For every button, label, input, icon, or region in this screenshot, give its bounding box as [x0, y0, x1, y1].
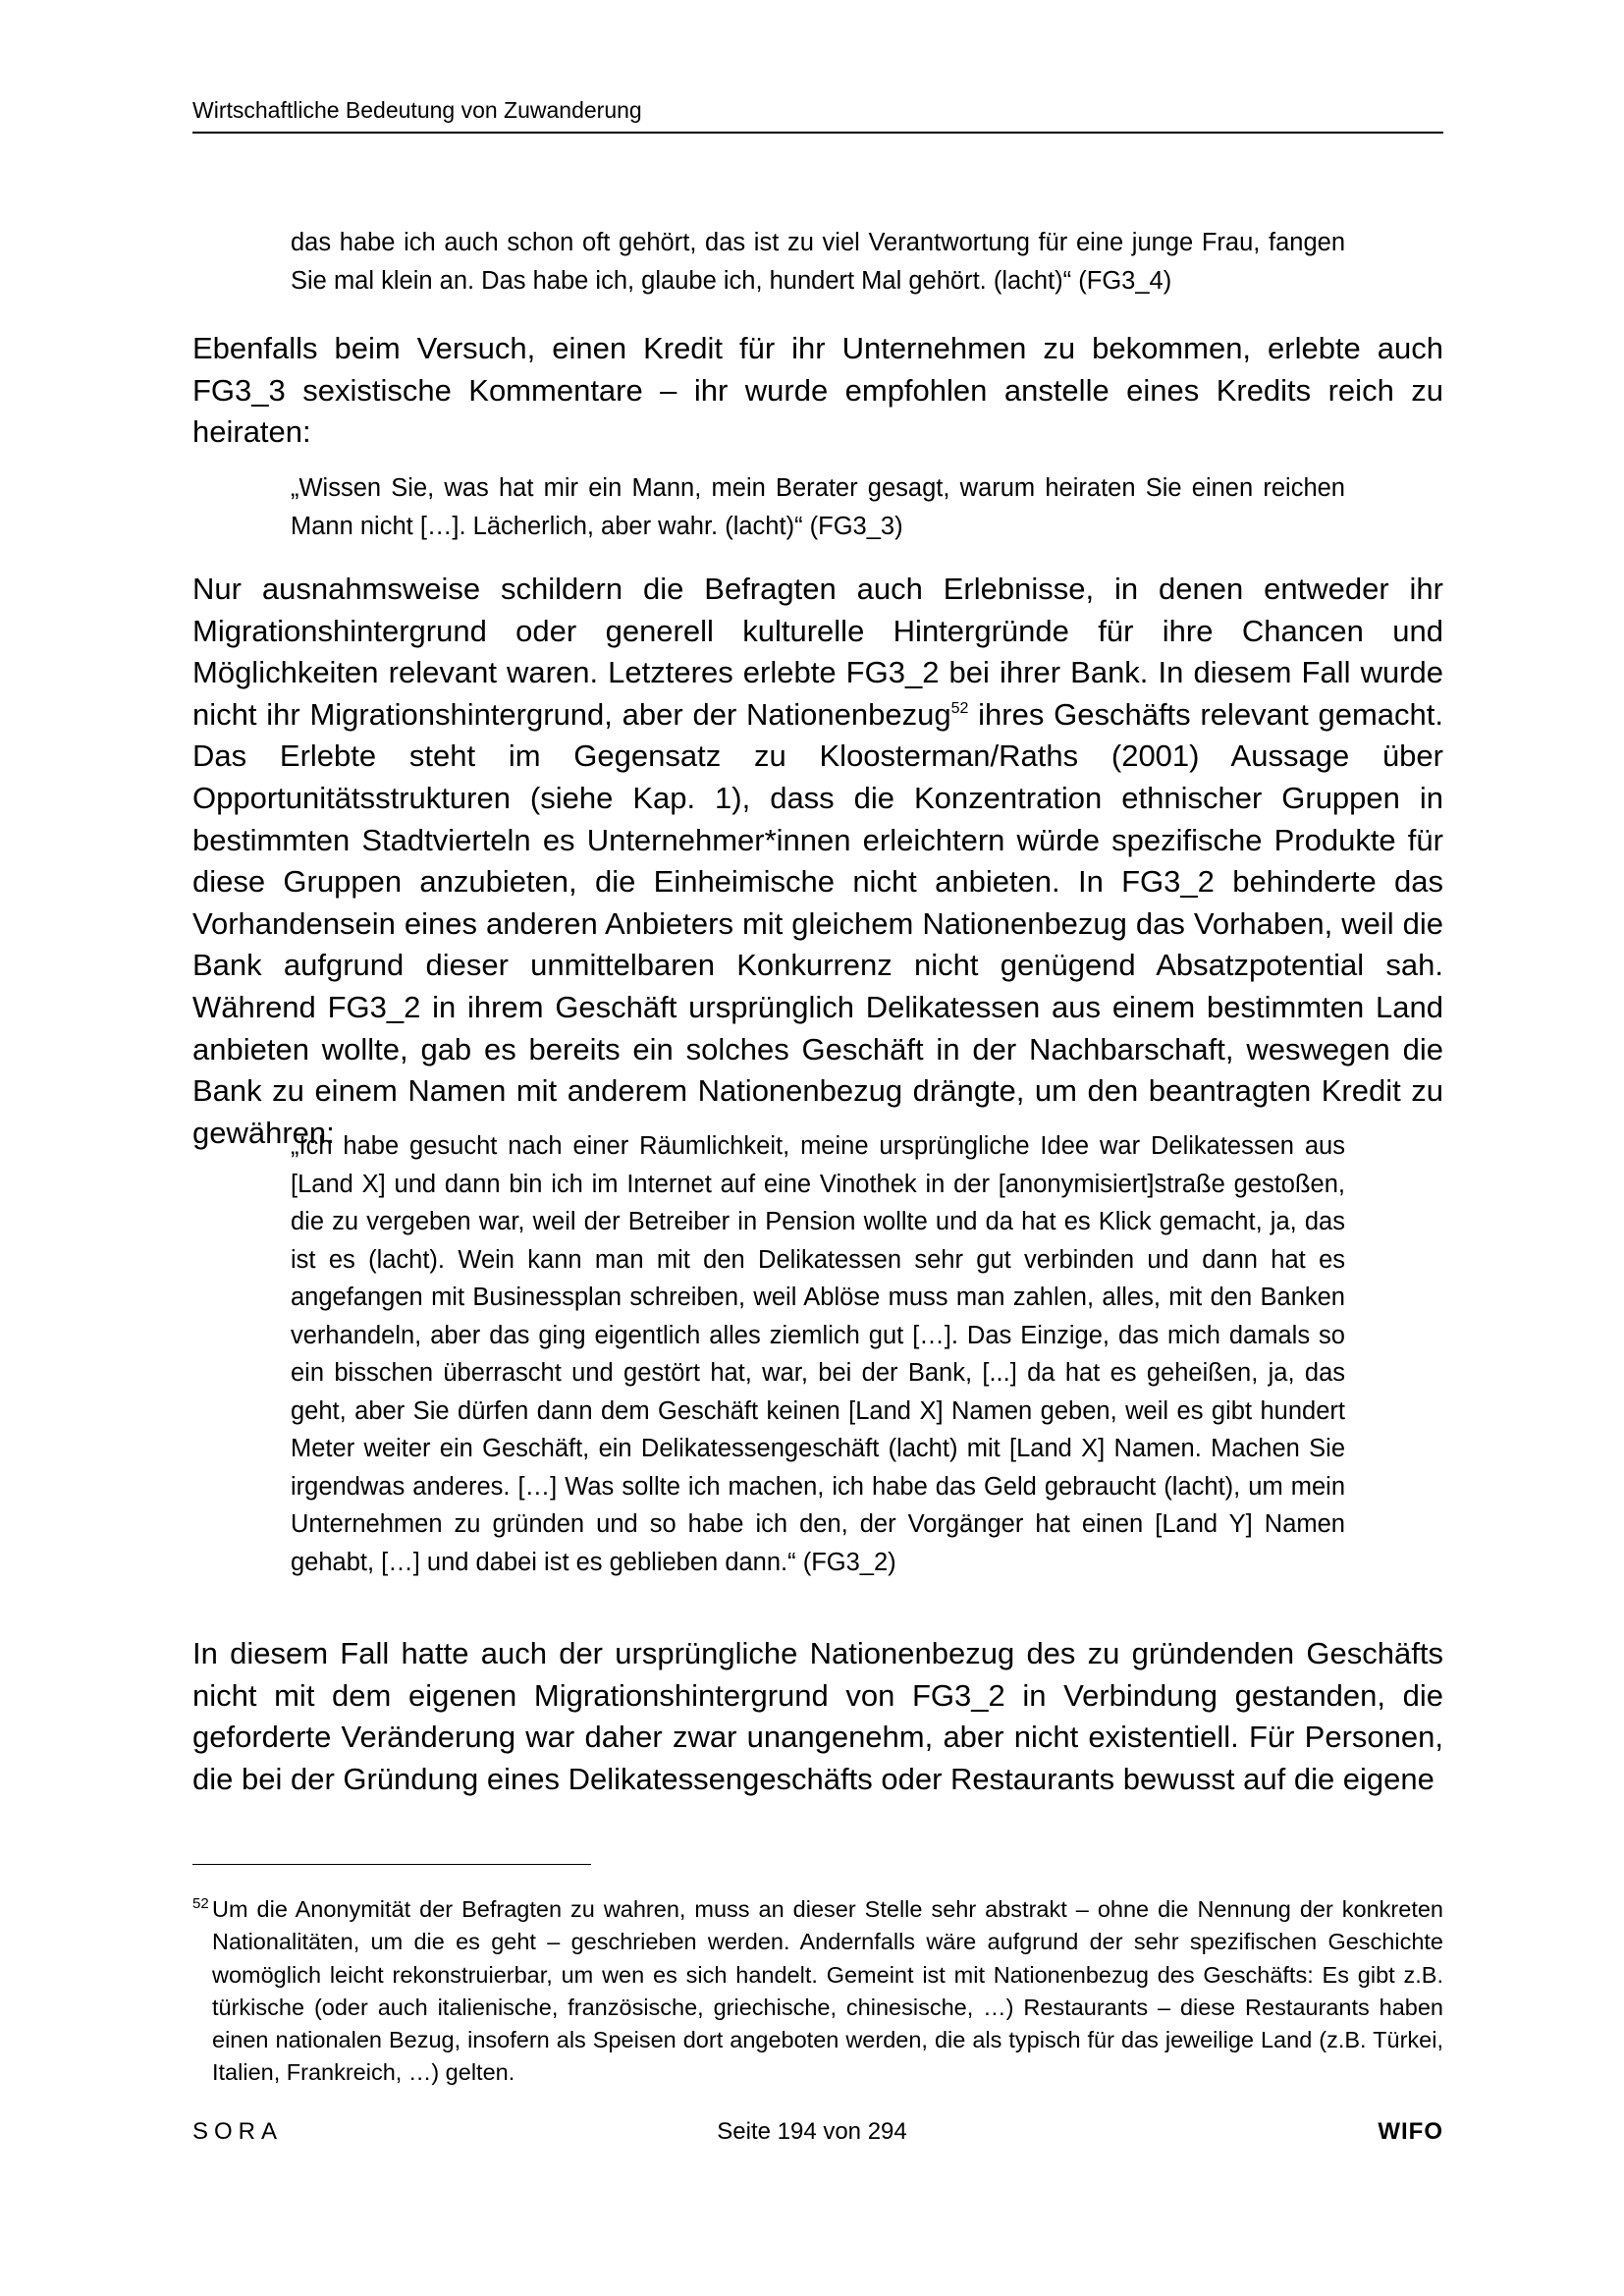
page-number: Seite 194 von 294 [717, 2118, 907, 2145]
block-quote-fg3-3: „Wissen Sie, was hat mir ein Mann, mein Berater gesagt, warum heiraten Sie einen reichen Mann nicht […]. Lächerlich, aber wahr. (lacht)“ (FG3_3) [291, 474, 1345, 540]
paragraph-2-text-b: ihres Geschäfts relevant gemacht. Das Erlebte steht im Gegensatz zu Kloosterman/Raths (2001) Aussage über Opportunitätsstrukturen (siehe Kap. 1), dass die Konzentration ethnischer Gruppen in bestimmten Stadtvierteln es Unternehmer*innen erleichtern würde spezifische Produkte für diese Gruppen anzubieten, die Einheimische nicht anbieten. In FG3_2 behinderte das Vorhandensein eines anderen Anbieters mit gleichem Nationenbezug das Vorhaben, weil die Bank aufgrund dieser unmittelbaren Konkurrenz nicht genügend Absatzpotential sah. Während FG3_2 in ihrem Geschäft ursprünglich Delikatessen aus einem bestimmten Land anbieten wollte, gab es bereits ein solches Geschäft in der Nachbarschaft, weswegen die Bank zu einem Namen mit anderem Nationenbezug drängte, um den beantragten Kredit zu gewähren: [192, 696, 1443, 1150]
footer-wifo-logo: WIFO [1378, 2118, 1443, 2145]
running-header [192, 96, 1443, 134]
footer-sora-logo: SORA [192, 2118, 284, 2145]
footnote-text: Um die Anonymität der Befragten zu wahren, muss an dieser Stelle sehr abstrakt – ohne die Nennung der konkreten Nationalitäten, um die es geht – geschrieben werden. Andernfalls wäre aufgrund der sehr spezifischen Geschichte womöglich leicht rekonstruierbar, um wen es sich handelt. Gemeint ist mit Nationenbezug des Geschäfts: Es gibt z.B. türkische (oder auch italienische, französische, griechische, chinesische, …) Restaurants – diese Restaurants haben einen nationalen Bezug, insofern als Speisen dort angeboten werden, die als typisch für das jeweilige Land (z.B. Türkei, Italien, Frankreich, …) gelten. [212, 1896, 1443, 2086]
block-quote-fg3-4: das habe ich auch schon oft gehört, das ist zu viel Verantwortung für eine junge Frau, fangen Sie mal klein an. Das habe ich, glaube ich, hundert Mal gehört. (lacht)“ (FG3_4) [291, 229, 1345, 295]
footnote-number: 52 [192, 1895, 209, 1912]
body-paragraph-1: Ebenfalls beim Versuch, einen Kredit für ihr Unternehmen zu bekommen, erlebte auch FG3_3 sexistische Kommentare – ihr wurde empfohlen anstelle eines Kredits reich zu heiraten: [192, 331, 1443, 450]
footnote-52 [192, 1893, 1443, 2090]
body-paragraph-2 [192, 569, 1443, 1154]
running-title: Wirtschaftliche Bedeutung von Zuwanderung [192, 97, 642, 123]
footnote-separator [192, 1864, 591, 1865]
body-paragraph-3: In diesem Fall hatte auch der ursprüngliche Nationenbezug des zu gründenden Geschäfts nicht mit dem eigenen Migrationshintergrund von FG3_2 in Verbindung gestanden, die geforderte Veränderung war daher zwar unangenehm, aber nicht existentiell. Für Personen, die bei der Gründung eines Delikatessengeschäfts oder Restaurants bewusst auf die eigene [192, 1636, 1443, 1796]
paragraph-2-text-a: Nur ausnahmsweise schildern die Befragten auch Erlebnisse, in denen entweder ihr Migrationshintergrund oder generell kulturelle Hintergründe für ihre Chancen und Möglichkeiten relevant waren. Letzteres erlebte FG3_2 bei ihrer Bank. In diesem Fall wurde nicht ihr Migrationshintergrund, aber der Nationenbezug [192, 572, 1443, 732]
block-quote-fg3-2: „Ich habe gesucht nach einer Räumlichkeit, meine ursprüngliche Idee war Delikatessen aus [Land X] und dann bin ich im Internet auf eine Vinothek in der [anonymisiert]straße gestoßen, die zu vergeben war, weil der Betreiber in Pension wollte und da hat es Klick gemacht, ja, das ist es (lacht). Wein kann man mit den Delikatessen sehr gut verbinden und dann hat es angefangen mit Businessplan schreiben, weil Ablöse muss man zahlen, alles, mit den Banken verhandeln, aber das ging eigentlich alles ziemlich gut […]. Das Einzige, das mich damals so ein bisschen überrascht und gestört hat, war, bei der Bank, [...] da hat es geheißen, ja, das geht, aber Sie dürfen dann dem Geschäft keinen [Land X] Namen geben, weil es gibt hundert Meter weiter ein Geschäft, ein Delikatessengeschäft (lacht) mit [Land X] Namen. Machen Sie irgendwas anderes. […] Was sollte ich machen, ich habe das Geld gebraucht (lacht), um mein Unternehmen zu gründen und so habe ich den, der Vorgänger hat einen [Land Y] Namen gehabt, […] und dabei ist es geblieben dann.“ (FG3_2) [291, 1132, 1345, 1576]
footnote-reference-52[interactable]: 52 [950, 699, 969, 717]
